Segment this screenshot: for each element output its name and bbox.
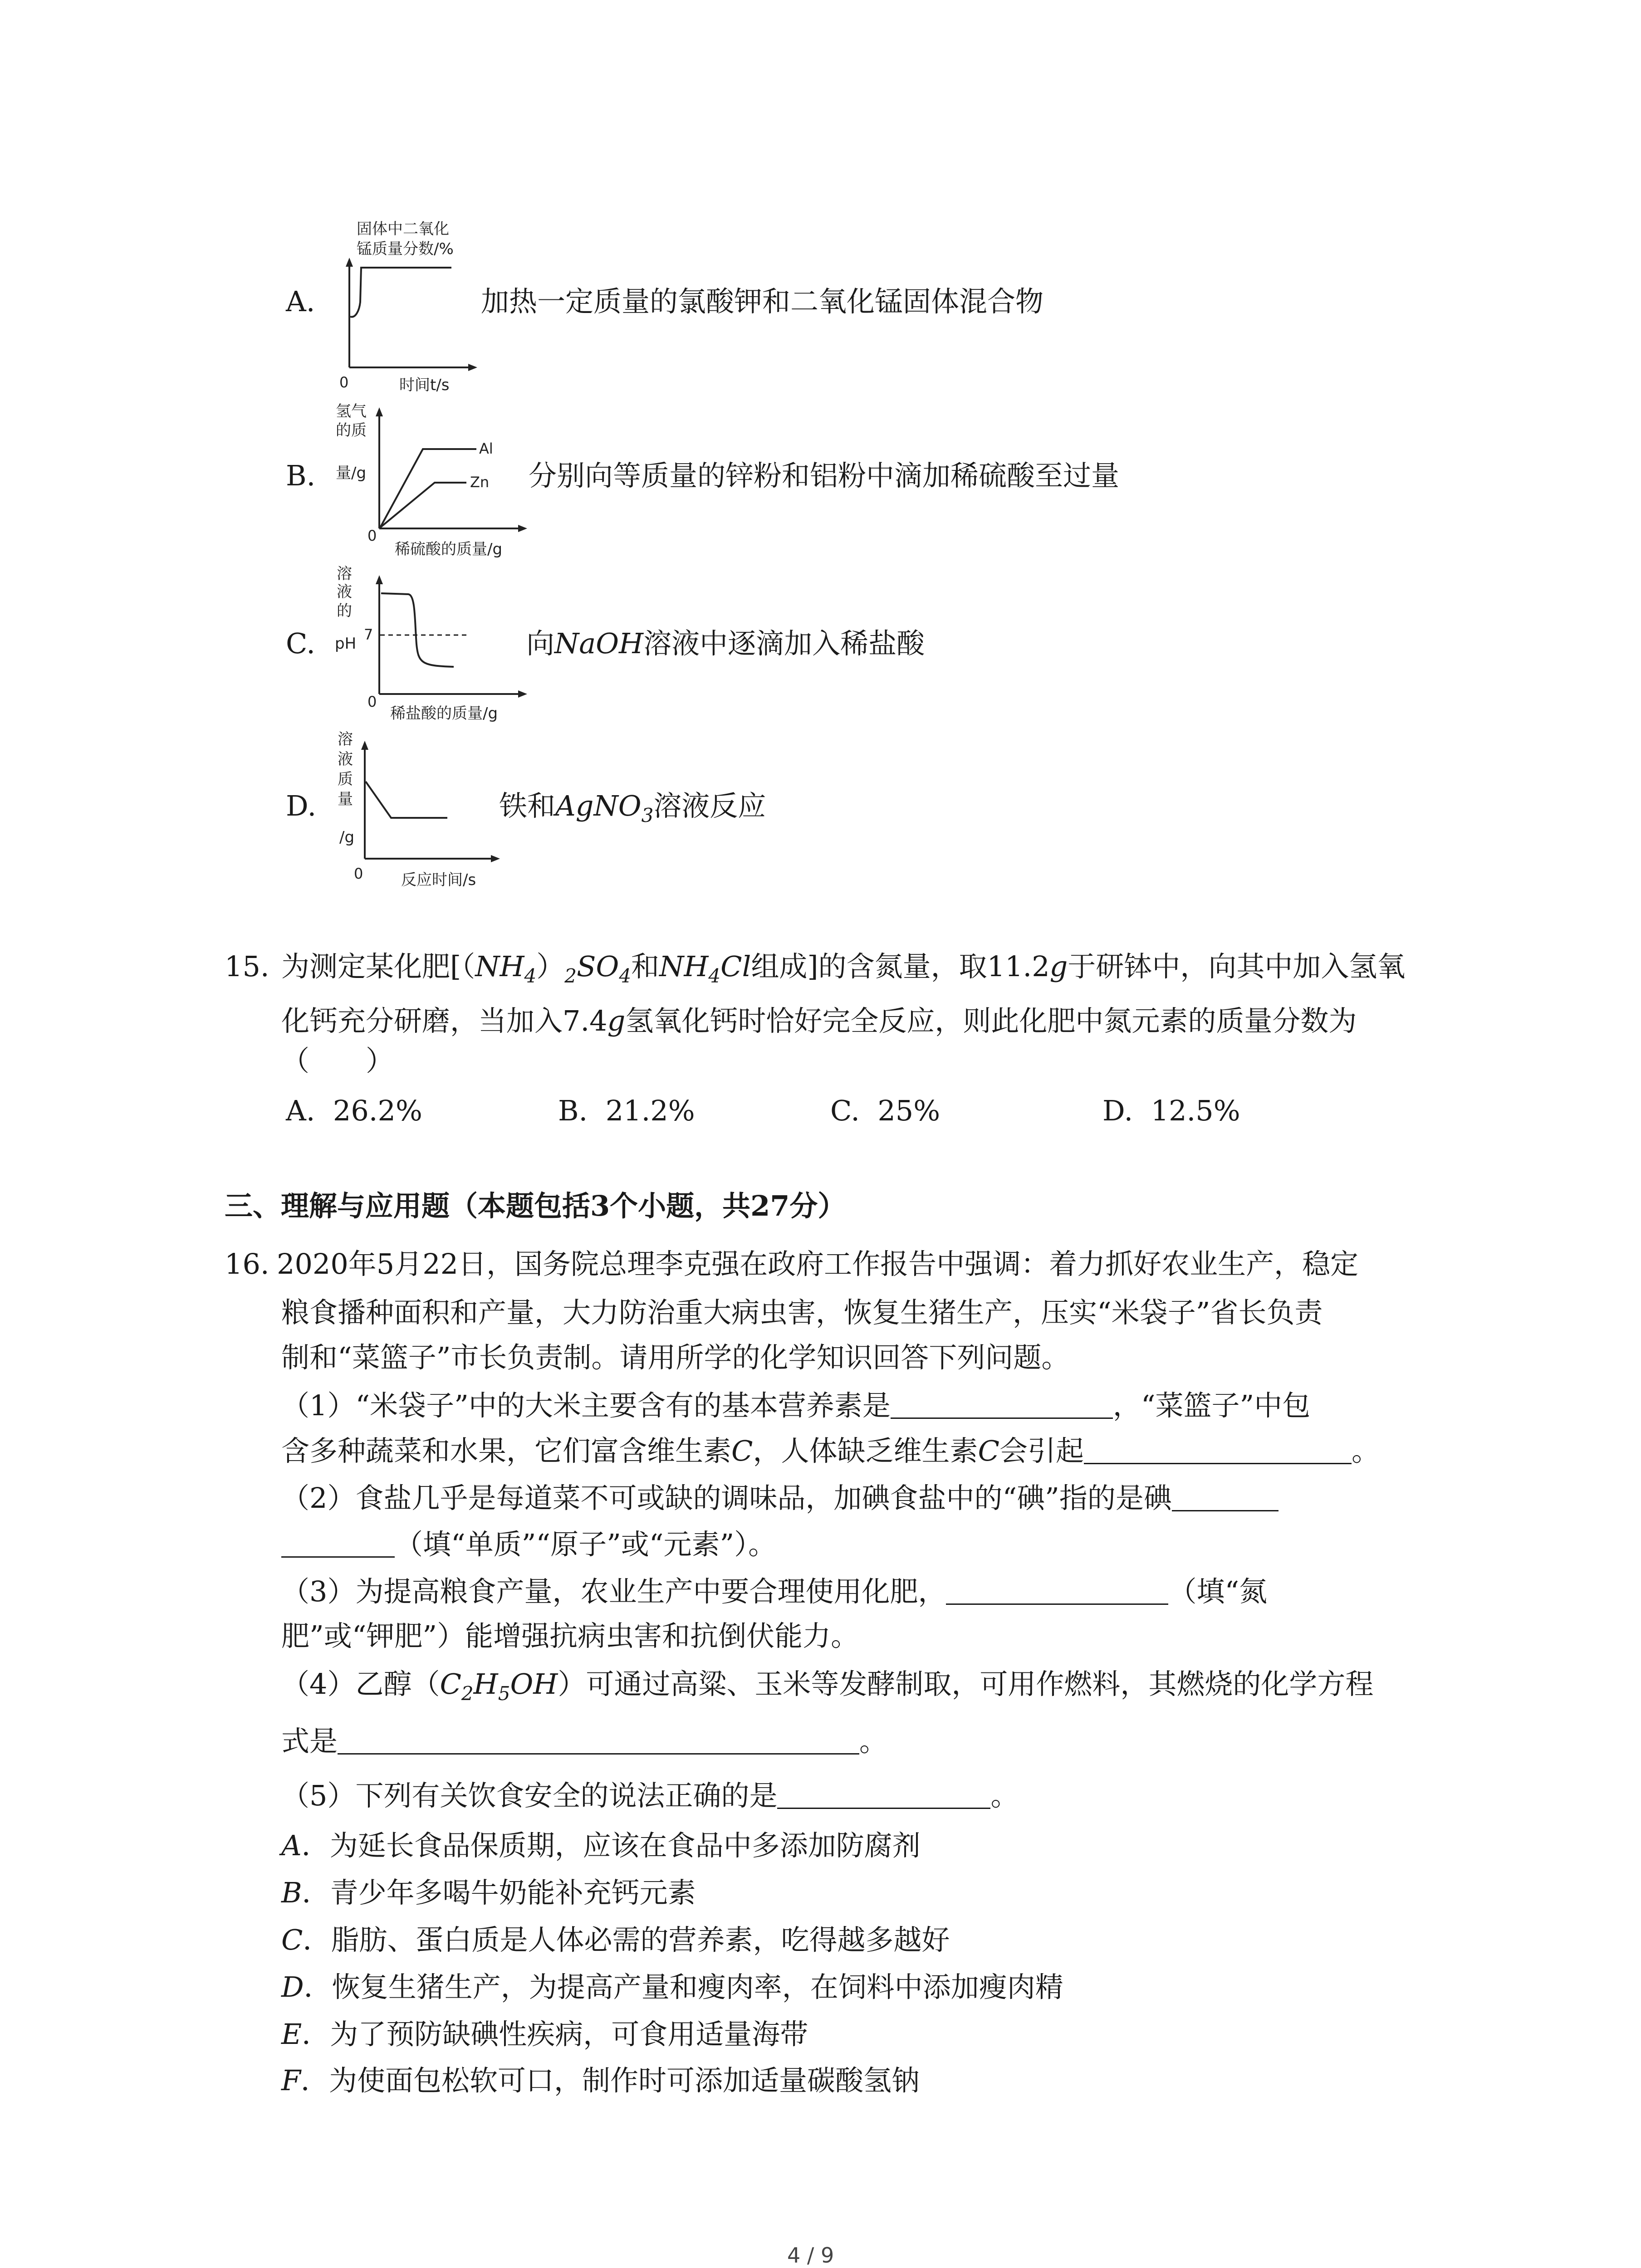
graph-c-origin: 0: [367, 693, 377, 710]
blank-3b[interactable]: [281, 1528, 395, 1558]
blank-1[interactable]: [891, 1389, 1113, 1419]
graph-c-ylabel: 溶: [337, 565, 352, 583]
q16-part-4-line-1: （4）乙醇$(C_2H_5OH)$可通过高粱、玉米等发酵制取，可用作燃料，其燃烧的化学方程: [281, 1667, 1374, 1705]
graph-b-ylabel: 氢气: [336, 402, 367, 420]
q15-line-1: 为测定某化肥[$(NH_4)_2SO_4$和$NH_4Cl$组成]的含氮量，取11.2g于研钵中，向其中加入氢氧: [281, 950, 1406, 987]
q15-choice-d: D. 12.5%: [1102, 1094, 1240, 1127]
graph-a-curve: [350, 268, 451, 317]
q14-option-d-letter: D.: [286, 789, 317, 822]
q16-part-5: （5）下列有关饮食安全的说法正确的是 。: [281, 1779, 1019, 1812]
blank-5[interactable]: [338, 1725, 859, 1755]
q16-part-1-line-1: （1）“米袋子”中的大米主要含有的基本营养素是 ，“菜篮子”中包: [281, 1389, 1311, 1422]
graph-d-y-arrow: [361, 741, 368, 750]
graph-d-origin: 0: [354, 865, 363, 882]
q16-option-d: D．恢复生猪生产，为提高产量和瘦肉率，在饲料中添加瘦肉精: [281, 1970, 1063, 2004]
q16-intro-2: 粮食播种面积和产量，大力防治重大病虫害，恢复生猪生产，压实“米袋子”省长负责: [281, 1296, 1323, 1329]
graph-c-ylabel-3: 的: [337, 602, 352, 620]
q14-option-c-text: 向NaOH溶液中逐滴加入稀盐酸: [526, 627, 925, 660]
q16-intro-1: 2020年5月22日，国务院总理李克强在政府工作报告中强调：着力抓好农业生产，稳定: [277, 1247, 1359, 1281]
graph-d-ylabel: 溶: [338, 730, 353, 748]
q14-option-c-letter: C.: [286, 627, 315, 660]
graph-d-ylabel-3: 质: [338, 770, 353, 788]
q16-number: 16.: [225, 1247, 269, 1281]
q14-option-a-letter: A.: [286, 285, 315, 318]
graph-c-x-arrow: [518, 690, 527, 698]
q16-option-e: E．为了预防缺碘性疾病，可食用适量海带: [281, 2018, 808, 2051]
formula-agno3: AgNO$_3$: [555, 789, 654, 826]
graph-c-y-arrow: [376, 575, 383, 584]
q14-option-a-text: 加热一定质量的氯酸钾和二氧化锰固体混合物: [481, 285, 1044, 318]
graph-d-xlabel: 反应时间/s: [401, 871, 476, 889]
graph-c-ylabel-4: pH: [335, 635, 357, 653]
q16-part-2-line-2: （填“单质”“原子”或“元素”）。: [281, 1527, 776, 1562]
graph-b-series-al: Al: [479, 440, 493, 457]
graph-d-ylabel-5: /g: [339, 828, 355, 846]
formula-naoh: NaOH: [554, 627, 644, 660]
blank-4[interactable]: [946, 1575, 1168, 1605]
q15-line-2: 化钙充分研磨，当加入7.4g氢氧化钙时恰好完全反应，则此化肥中氮元素的质量分数为: [281, 1004, 1357, 1037]
q15-answer-paren: （ ）: [281, 1044, 394, 1077]
graph-d-ylabel-2: 液: [338, 750, 353, 768]
q16-part-2-line-1: （2）食盐几乎是每道菜不可或缺的调味品，加碘食盐中的“碘”指的是碘: [281, 1481, 1279, 1516]
q15-choice-b: B. 21.2%: [558, 1094, 695, 1127]
graph-d-x-arrow: [491, 855, 500, 862]
graph-a-ylabel: 固体中二氧化: [357, 220, 449, 238]
q16-option-b: B．青少年多喝牛奶能补充钙元素: [281, 1876, 696, 1909]
graph-b-origin: 0: [367, 527, 377, 544]
graph-b-ylabel-3: 量/g: [336, 464, 367, 482]
q16-intro-3: 制和“菜篮子”市长负责制。请用所学的化学知识回答下列问题。: [281, 1341, 1070, 1374]
q14-option-b-text: 分别向等质量的锌粉和铝粉中滴加稀硫酸至过量: [529, 459, 1120, 492]
graph-c-curve: [381, 593, 454, 667]
q14-graph-b: [318, 395, 535, 567]
q16-part-3-line-1: （3）为提高粮食产量，农业生产中要合理使用化肥， （填“氮: [281, 1575, 1268, 1608]
graph-c-tick-7: 7: [364, 626, 373, 643]
graph-b-y-arrow: [376, 407, 383, 416]
q16-option-c: C．脂肪、蛋白质是人体必需的营养素，吃得越多越好: [281, 1923, 950, 1956]
blank-3a[interactable]: [1172, 1482, 1279, 1511]
q14-graph-a: [318, 213, 481, 404]
section-3-title: 三、理解与应用题（本题包括3个小题，共27分）: [225, 1189, 846, 1222]
q15-choice-a: A. 26.2%: [286, 1094, 422, 1127]
graph-c-xlabel: 稀盐酸的质量/g: [390, 704, 498, 723]
graph-c-ylabel-2: 液: [337, 583, 352, 601]
page-number: 4 / 9: [787, 2243, 834, 2268]
q14-graph-c: [318, 562, 535, 730]
graph-a-xlabel: 时间t/s: [399, 376, 450, 394]
blank-2[interactable]: [1084, 1435, 1352, 1464]
q16-part-4-line-2: 式是 。: [281, 1725, 888, 1758]
q14-option-b-letter: B.: [286, 459, 316, 492]
q16-option-f: F．为使面包松软可口，制作时可添加适量碳酸氢钠: [281, 2064, 920, 2097]
graph-d-curve: [366, 782, 447, 818]
blank-6[interactable]: [777, 1779, 990, 1809]
graph-a-origin: 0: [339, 374, 349, 391]
q14-option-d-text: 铁和AgNO$_3$溶液反应: [499, 789, 766, 826]
q16-part-1-line-2: 含多种蔬菜和水果，它们富含维生素C，人体缺乏维生素C会引起 。: [281, 1434, 1380, 1467]
graph-a-ylabel-2: 锰质量分数/%: [357, 240, 454, 258]
q14-graph-d: [318, 728, 508, 896]
q15-number: 15.: [225, 950, 269, 983]
graph-b-x-arrow: [518, 525, 527, 532]
graph-b-ylabel-2: 的质: [336, 421, 367, 440]
graph-d-ylabel-4: 量: [338, 790, 353, 808]
q15-choice-c: C. 25%: [830, 1094, 941, 1127]
q16-part-3-line-2: 肥”或“钾肥”）能增强抗病虫害和抗倒伏能力。: [281, 1619, 859, 1652]
graph-a-x-arrow: [468, 364, 477, 371]
graph-b-series-zn: Zn: [470, 474, 490, 491]
q16-option-a: A．为延长食品保质期，应该在食品中多添加防腐剂: [281, 1829, 921, 1862]
graph-a-y-arrow: [346, 258, 353, 267]
graph-b-xlabel: 稀硫酸的质量/g: [395, 540, 503, 558]
